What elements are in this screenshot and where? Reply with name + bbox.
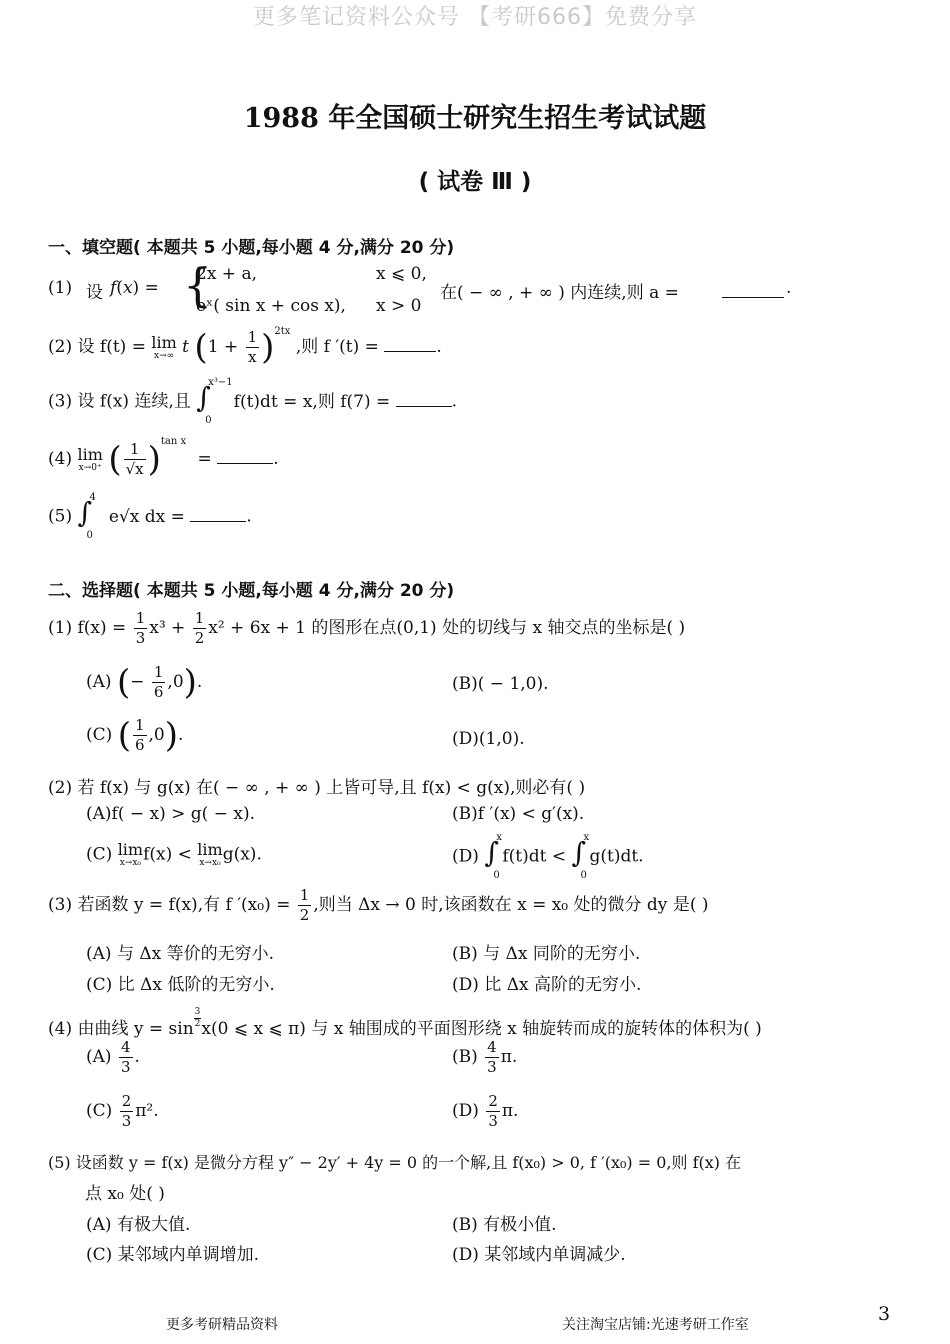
s2-q2-optC-t2: g(x). (222, 844, 262, 865)
s2-q1-optA-label: (A) (86, 672, 112, 692)
s2-q2-optC-lim2-word: lim (197, 840, 223, 859)
s2-question-3 (48, 888, 709, 923)
s1-q2-lim-sub: x→∞ (154, 350, 175, 361)
s2-q4-exp-den: 2 (194, 1019, 201, 1029)
s1-q2-frac-num: 1 (247, 328, 258, 346)
s1-q4-text-b: = (197, 449, 212, 469)
s2-q1-optC-num: 1 (134, 716, 145, 734)
s1-q2-num: (2) (48, 337, 73, 357)
s1-q5-text-b: e√x dx = (108, 506, 185, 527)
s2-q5-option-b[interactable]: (B) 有极小值. (452, 1215, 557, 1235)
s2-q1-optC-label: (C) (86, 725, 113, 745)
s1-q3-integral (196, 377, 233, 426)
s2-q5-option-c[interactable]: (C) 某邻域内单调增加. (86, 1245, 260, 1265)
s2-q1-option-d[interactable]: (D)(1,0). (452, 729, 525, 749)
s1-q1-case1-cond: x ⩽ 0, (376, 264, 427, 284)
s2-q1-optC-rparen: ) (164, 715, 178, 756)
s1-q2-lim-word: lim (151, 332, 177, 352)
s1-q3-answer-blank[interactable] (396, 388, 452, 407)
s2-q5-option-a[interactable]: (A) 有极大值. (86, 1215, 191, 1235)
s2-q4-optD-frac (486, 1094, 500, 1129)
s1-q2-end: . (436, 337, 442, 357)
s2-q2-optD-integral2 (571, 832, 590, 881)
s2-q2-optD-label: (D) (452, 846, 479, 867)
s2-q2-optD-int2-upper: x (583, 832, 590, 843)
s2-q1-optC-den: 6 (134, 736, 145, 754)
s2-q1-optA-rparen: ) (183, 662, 197, 703)
s1-q1-brace: { (183, 258, 213, 312)
s1-q2-lparen: ( (194, 327, 208, 368)
s2-q4-optC-num: 2 (121, 1092, 132, 1110)
s1-q5-int-lower: 0 (86, 530, 93, 541)
s1-q2-fraction (246, 330, 260, 365)
s2-q2-optD-t1: f(t)dt < (502, 846, 567, 867)
s2-q3-option-c[interactable]: (C) 比 Δx 低阶的无穷小. (86, 975, 275, 995)
s2-q1-frac2 (193, 611, 207, 646)
s2-q1-optC-post: ,0 (148, 725, 165, 745)
s2-q1-stem-a: (1) f(x) = (48, 618, 127, 638)
s1-q1-end: . (786, 278, 792, 298)
s1-q5-int-upper: 4 (89, 492, 96, 503)
s1-q1-answer-blank[interactable] (722, 278, 784, 298)
s2-q1-option-c[interactable]: (C) ( $\frac{1}{6}$ ,0). (86, 715, 184, 756)
s1-q5-num: (5) (48, 506, 73, 527)
s2-q3-option-d[interactable]: (D) 比 Δx 高阶的无穷小. (452, 975, 642, 995)
s2-q1-frac2-num: 1 (194, 609, 205, 627)
s1-q4-lparen: ( (108, 439, 122, 480)
s1-question-4 (48, 436, 279, 480)
s1-q2-answer-blank[interactable] (384, 333, 436, 352)
s1-q4-lim-sub: x→0⁺ (78, 462, 102, 473)
s2-q2-optC-label: (C) (86, 844, 113, 865)
s2-q1-term1: x³ + (149, 618, 186, 638)
s1-q1-suffix: 在( − ∞ , + ∞ ) 内连续,则 a = (440, 283, 679, 303)
s2-q4-optA-num: 4 (120, 1038, 131, 1056)
s2-q2-optC-lim1-word: lim (117, 840, 144, 859)
footer-left: 更多考研精品资料 (166, 1317, 278, 1333)
page-title: 1988 年全国硕士研究生招生考试试题 (243, 103, 707, 134)
s1-q2-limit (151, 332, 177, 361)
s1-q4-fraction (124, 442, 146, 477)
footer-right: 关注淘宝店铺:光速考研工作室 (562, 1317, 749, 1333)
s1-question-2: (2) 设 f(t) = lim x→∞ t (1 + $\frac{1}{x}$ )$^{2tx}$ ,则 f ′(t) = . (48, 326, 442, 368)
page-number: 3 (878, 1303, 891, 1325)
s1-q5-integral (77, 492, 96, 541)
s2-q4-optA-frac (119, 1040, 133, 1075)
watermark: 更多笔记资料公众号 【考研666】免费分享 (253, 5, 697, 30)
s2-q3-stem-a: (3) 若函数 y = f(x),有 f ′(x₀) = (48, 895, 291, 915)
s1-q1-case1-expr: 2x + a, (196, 264, 257, 284)
s2-q4-optA-den: 3 (120, 1058, 131, 1076)
s2-q4-option-a[interactable] (86, 1040, 140, 1075)
s2-q4-optC-frac (120, 1094, 134, 1129)
s2-q1-optA-frac (152, 665, 166, 700)
s2-q4-optD-num: 2 (488, 1092, 498, 1110)
s2-q4-option-d[interactable] (452, 1094, 518, 1129)
s1-q4-frac-den: √x (125, 460, 144, 478)
s2-question-5-line1: (5) 设函数 y = f(x) 是微分方程 y″ − 2y′ + 4y = 0 的一个解,且 f(x₀) > 0, f ′(x₀) = 0,则 f(x) 在 (48, 1153, 742, 1172)
s2-q4-optB-den: 3 (487, 1058, 497, 1076)
s2-q2-optD-int1-lower: 0 (493, 870, 500, 881)
s2-q4-optD-post: π. (501, 1101, 519, 1121)
s2-q2-optD-int1-sign: ∫ (484, 836, 499, 869)
s2-q2-optC-limit2 (197, 842, 222, 868)
s1-q1-prefix: 设 (86, 283, 103, 303)
s2-q1-optA-pre: − (130, 672, 145, 692)
s1-q3-text-a: 设 f(x) 连续,且 (77, 391, 191, 412)
s2-q2-optC-lim1-sub: x→x₀ (119, 858, 142, 868)
s2-q1-optA-post: ,0 (167, 672, 184, 692)
s1-q2-text-a: 设 f(t) = (77, 337, 146, 357)
s2-q1-frac1 (134, 611, 148, 646)
s2-question-4 (48, 1008, 762, 1039)
s1-q4-answer-blank[interactable] (217, 445, 273, 464)
s2-q2-optD-int2-lower: 0 (580, 870, 587, 881)
s2-q1-optA-den: 6 (153, 683, 164, 701)
s2-q1-optC-frac (133, 718, 147, 753)
s2-q2-optD-integral1 (484, 832, 502, 881)
s2-question-5-line2: 点 x₀ 处( ) (85, 1184, 165, 1204)
s2-q4-option-b[interactable] (452, 1040, 517, 1075)
s2-q4-optD-label: (D) (452, 1101, 479, 1121)
s1-q3-int-upper: x³−1 (208, 377, 233, 388)
s2-q4-exp-num: 3 (194, 1007, 201, 1017)
s2-q4-stem-b: x(0 ⩽ x ⩽ π) 与 x 轴围成的平面图形绕 x 轴旋转而成的旋转体的体积为( ) (201, 1019, 762, 1039)
s1-q3-integral-sign: ∫ (196, 381, 211, 414)
s2-q2-option-d[interactable] (452, 832, 644, 881)
s2-q2-optC-lim2-sub: x→x₀ (199, 858, 221, 868)
s1-q4-end: . (273, 449, 279, 469)
s2-q1-frac2-den: 2 (194, 629, 205, 647)
section2-heading: 二、选择题( 本题共 5 小题,每小题 4 分,满分 20 分) (48, 581, 455, 601)
section1-heading: 一、填空题( 本题共 5 小题,每小题 4 分,满分 20 分) (48, 238, 455, 258)
s2-q2-optC-t1: f(x) < (143, 844, 192, 865)
s2-q4-optC-den: 3 (121, 1112, 132, 1130)
s1-q3-text-b: f(t)dt = x,则 f(7) = (233, 391, 391, 412)
s1-q3-num: (3) (48, 391, 73, 412)
s1-q1-num: (1) (48, 278, 73, 298)
s1-q1-case2-cond: x > 0 (376, 296, 422, 316)
s2-q4-stem-a: (4) 由曲线 y = sin (48, 1019, 194, 1039)
s1-q4-frac-num: 1 (124, 442, 146, 460)
s2-q2-option-b[interactable]: (B)f ′(x) < g′(x). (452, 804, 585, 824)
s1-question-5 (48, 492, 252, 541)
s2-q4-optC-label: (C) (86, 1101, 113, 1121)
s2-q4-optD-den: 3 (488, 1112, 498, 1130)
s1-q4-lim-word: lim (77, 444, 103, 464)
s2-q2-optC-limit1 (118, 842, 143, 868)
s2-q1-option-b[interactable]: (B)( − 1,0). (452, 674, 549, 694)
s2-q2-option-a[interactable]: (A)f( − x) > g( − x). (86, 804, 255, 824)
s1-q5-integral-sign: ∫ (77, 496, 93, 529)
s1-q4-limit (77, 444, 103, 473)
s2-q4-option-c[interactable] (86, 1094, 159, 1129)
s2-q1-frac1-den: 3 (135, 629, 146, 647)
s2-q4-optA-post: . (134, 1047, 140, 1067)
s2-q4-optB-post: π. (500, 1047, 518, 1067)
s2-q4-optA-label: (A) (86, 1047, 112, 1067)
s2-q3-option-a[interactable]: (A) 与 Δx 等价的无穷小. (86, 944, 275, 964)
s2-q1-term2: x² + 6x + 1 的图形在点(0,1) 处的切线与 x 轴交点的坐标是( ) (208, 618, 686, 638)
s2-q4-optC-post: π². (135, 1101, 159, 1121)
s1-q5-answer-blank[interactable] (190, 503, 246, 522)
s1-q4-exponent: tan x (160, 436, 187, 447)
s1-q4-num: (4) (48, 449, 73, 469)
s2-question-1 (48, 611, 685, 646)
s2-q3-stem-b: ,则当 Δx → 0 时,该函数在 x = x₀ 处的微分 dy 是( ) (313, 895, 709, 915)
s2-q4-optB-label: (B) (452, 1047, 478, 1067)
s1-q3-int-lower: 0 (205, 415, 212, 426)
s2-q3-frac-den: 2 (299, 906, 310, 924)
s1-question-3 (48, 377, 458, 426)
s2-q2-optD-int2-sign: ∫ (571, 836, 587, 869)
s2-q2-option-c[interactable] (86, 842, 262, 868)
s2-q5-option-d[interactable]: (D) 某邻域内单调减少. (452, 1245, 626, 1265)
s1-q1-case2-expr: eˣ( sin x + cos x), (196, 296, 346, 316)
s1-q1-fx: f(x) = (110, 278, 159, 298)
s2-q1-option-a[interactable]: (A) (− $\frac{1}{6}$ ,0). (86, 662, 203, 703)
s1-q2-exponent: 2tx (274, 326, 291, 337)
s2-q3-frac (298, 888, 312, 923)
s1-q3-end: . (451, 391, 458, 412)
s2-q2-optD-int1-upper: x (496, 832, 502, 843)
page-subtitle: ( 试卷 Ⅲ ) (418, 169, 532, 195)
s2-question-2: (2) 若 f(x) 与 g(x) 在( − ∞ , + ∞ ) 上皆可导,且 f(x) < g(x),则必有( ) (48, 778, 586, 798)
s2-q2-optD-t2: g(t)dt. (589, 846, 644, 867)
s1-q4-rparen: ) (147, 439, 161, 480)
s1-q2-rparen: ) (261, 327, 275, 368)
s1-q2-frac-den: x (248, 348, 257, 366)
s2-q1-optA-num: 1 (153, 663, 164, 681)
s2-q1-optA-lparen: ( (116, 662, 131, 703)
s2-q4-optB-frac (485, 1040, 499, 1075)
s2-q3-option-b[interactable]: (B) 与 Δx 同阶的无穷小. (452, 944, 641, 964)
s1-q2-text-b: t (182, 337, 190, 357)
s1-q5-end: . (246, 506, 252, 527)
s2-q3-frac-num: 1 (299, 886, 310, 904)
s2-q1-frac1-num: 1 (135, 609, 146, 627)
s2-q4-optB-num: 4 (487, 1038, 497, 1056)
s2-q1-optC-lparen: ( (117, 715, 131, 756)
s1-q2-text-c: ,则 f ′(t) = (295, 337, 379, 357)
